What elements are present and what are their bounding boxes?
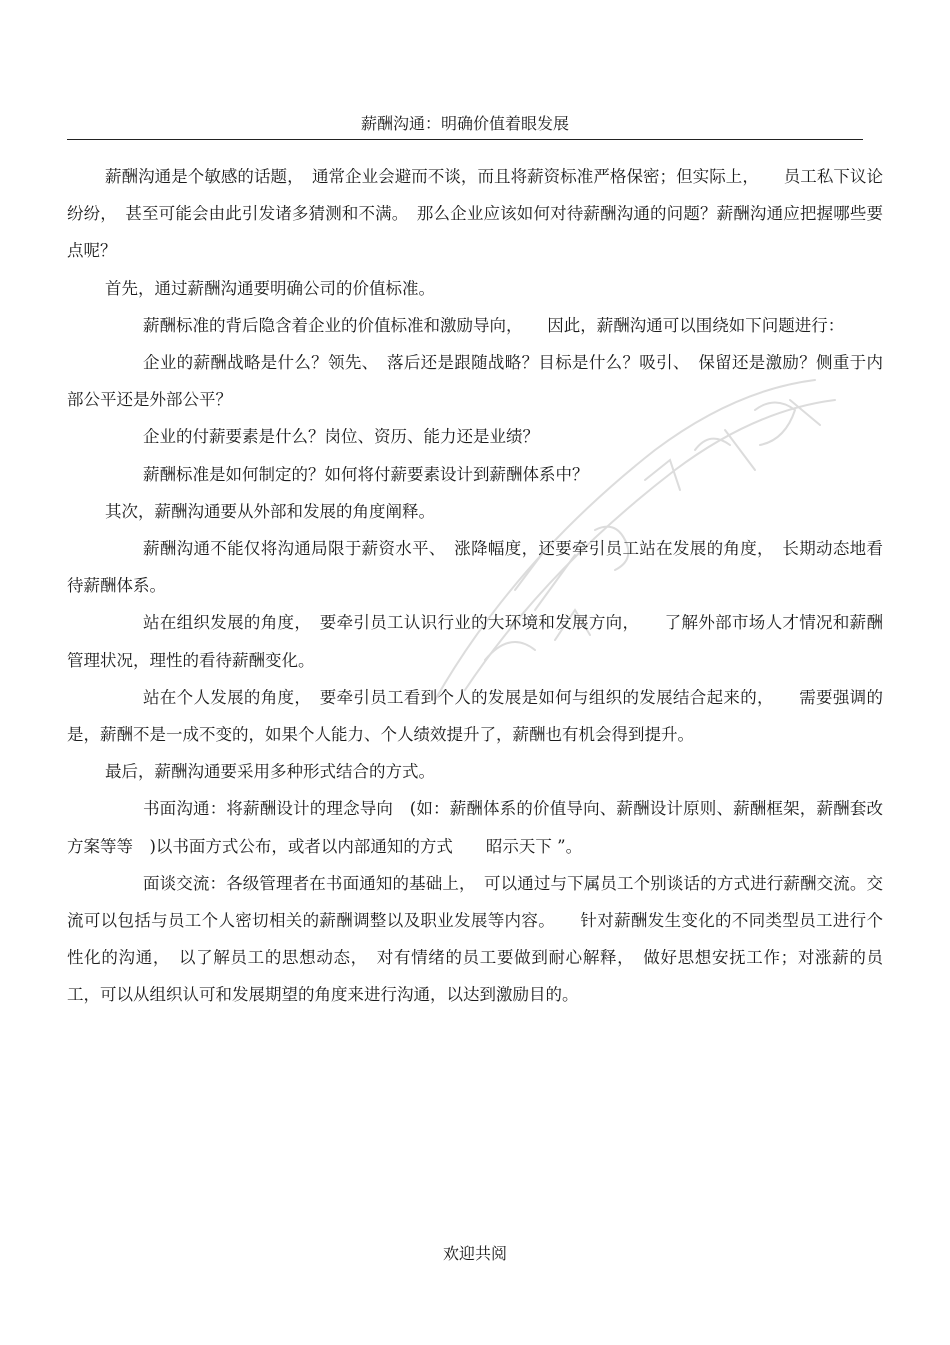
article-body [67, 158, 883, 1014]
paragraph-written-communication: 书面沟通：将薪酬设计的理念导向 (如：薪酬体系的价值导向、薪酬设计原则、薪酬框架，薪酬套改方案等等 )以书面方式公布，或者以内部通知的方式 昭示天下 ”。 [67, 799, 883, 856]
paragraph-pay-factors: 企业的付薪要素是什么？岗位、资历、能力还是业绩？ [143, 427, 539, 447]
paragraph-standard-making: 薪酬标准是如何制定的？如何将付薪要素设计到薪酬体系中？ [143, 464, 589, 484]
paragraph-first-point: 首先，通过薪酬沟通要明确公司的价值标准。 [105, 278, 435, 298]
paragraph-strategy-question: 企业的薪酬战略是什么？领先、 落后还是跟随战略？目标是什么？吸引、 保留还是激励？侧重于内部公平还是外部公平？ [67, 353, 883, 410]
page-footer: 欢迎共阅 [442, 1244, 507, 1263]
paragraph-org-development: 站在组织发展的角度， 要牵引员工认识行业的大环境和发展方向， 了解外部市场人才情况和薪酬管理状况，理性的看待薪酬变化。 [67, 613, 883, 670]
paragraph-value-standard: 薪酬标准的背后隐含着企业的价值标准和激励导向， 因此，薪酬沟通可以围绕如下问题进行： [143, 315, 845, 335]
page-title: 薪酬沟通：明确价值着眼发展 [360, 114, 569, 133]
paragraph-second-point: 其次，薪酬沟通要从外部和发展的角度阐释。 [105, 501, 435, 521]
header-rule [67, 139, 863, 140]
paragraph-third-point: 最后，薪酬沟通要采用多种形式结合的方式。 [105, 762, 435, 782]
paragraph-intro: 薪酬沟通是个敏感的话题， 通常企业会避而不谈，而且将薪资标准严格保密；但实际上， 员工私下议论纷纷， 甚至可能会由此引发诸多猜测和不满。 那么企业应该如何对待薪酬沟通的问题？薪酬沟通应把握哪些要点呢？ [67, 167, 883, 261]
paragraph-interview-communication: 面谈交流：各级管理者在书面通知的基础上， 可以通过与下属员工个别谈话的方式进行薪酬交流。交流可以包括与员工个人密切相关的薪酬调整以及职业发展等内容。 针对薪酬发生变化的不同类型员工进行个性化的沟通， 以了解员工的思想动态， 对有情绪的员工要做到耐心解释， 做好思想安抚工作；对涨薪的员工，可以从组织认可和发展期望的角度来进行沟通，以达到激励目的。 [67, 873, 883, 1005]
paragraph-development-view: 薪酬沟通不能仅将沟通局限于薪资水平、 涨降幅度，还要牵引员工站在发展的角度， 长期动态地看待薪酬体系。 [67, 539, 883, 596]
paragraph-personal-development: 站在个人发展的角度， 要牵引员工看到个人的发展是如何与组织的发展结合起来的， 需要强调的是，薪酬不是一成不变的，如果个人能力、个人绩效提升了，薪酬也有机会得到提升。 [67, 687, 883, 745]
